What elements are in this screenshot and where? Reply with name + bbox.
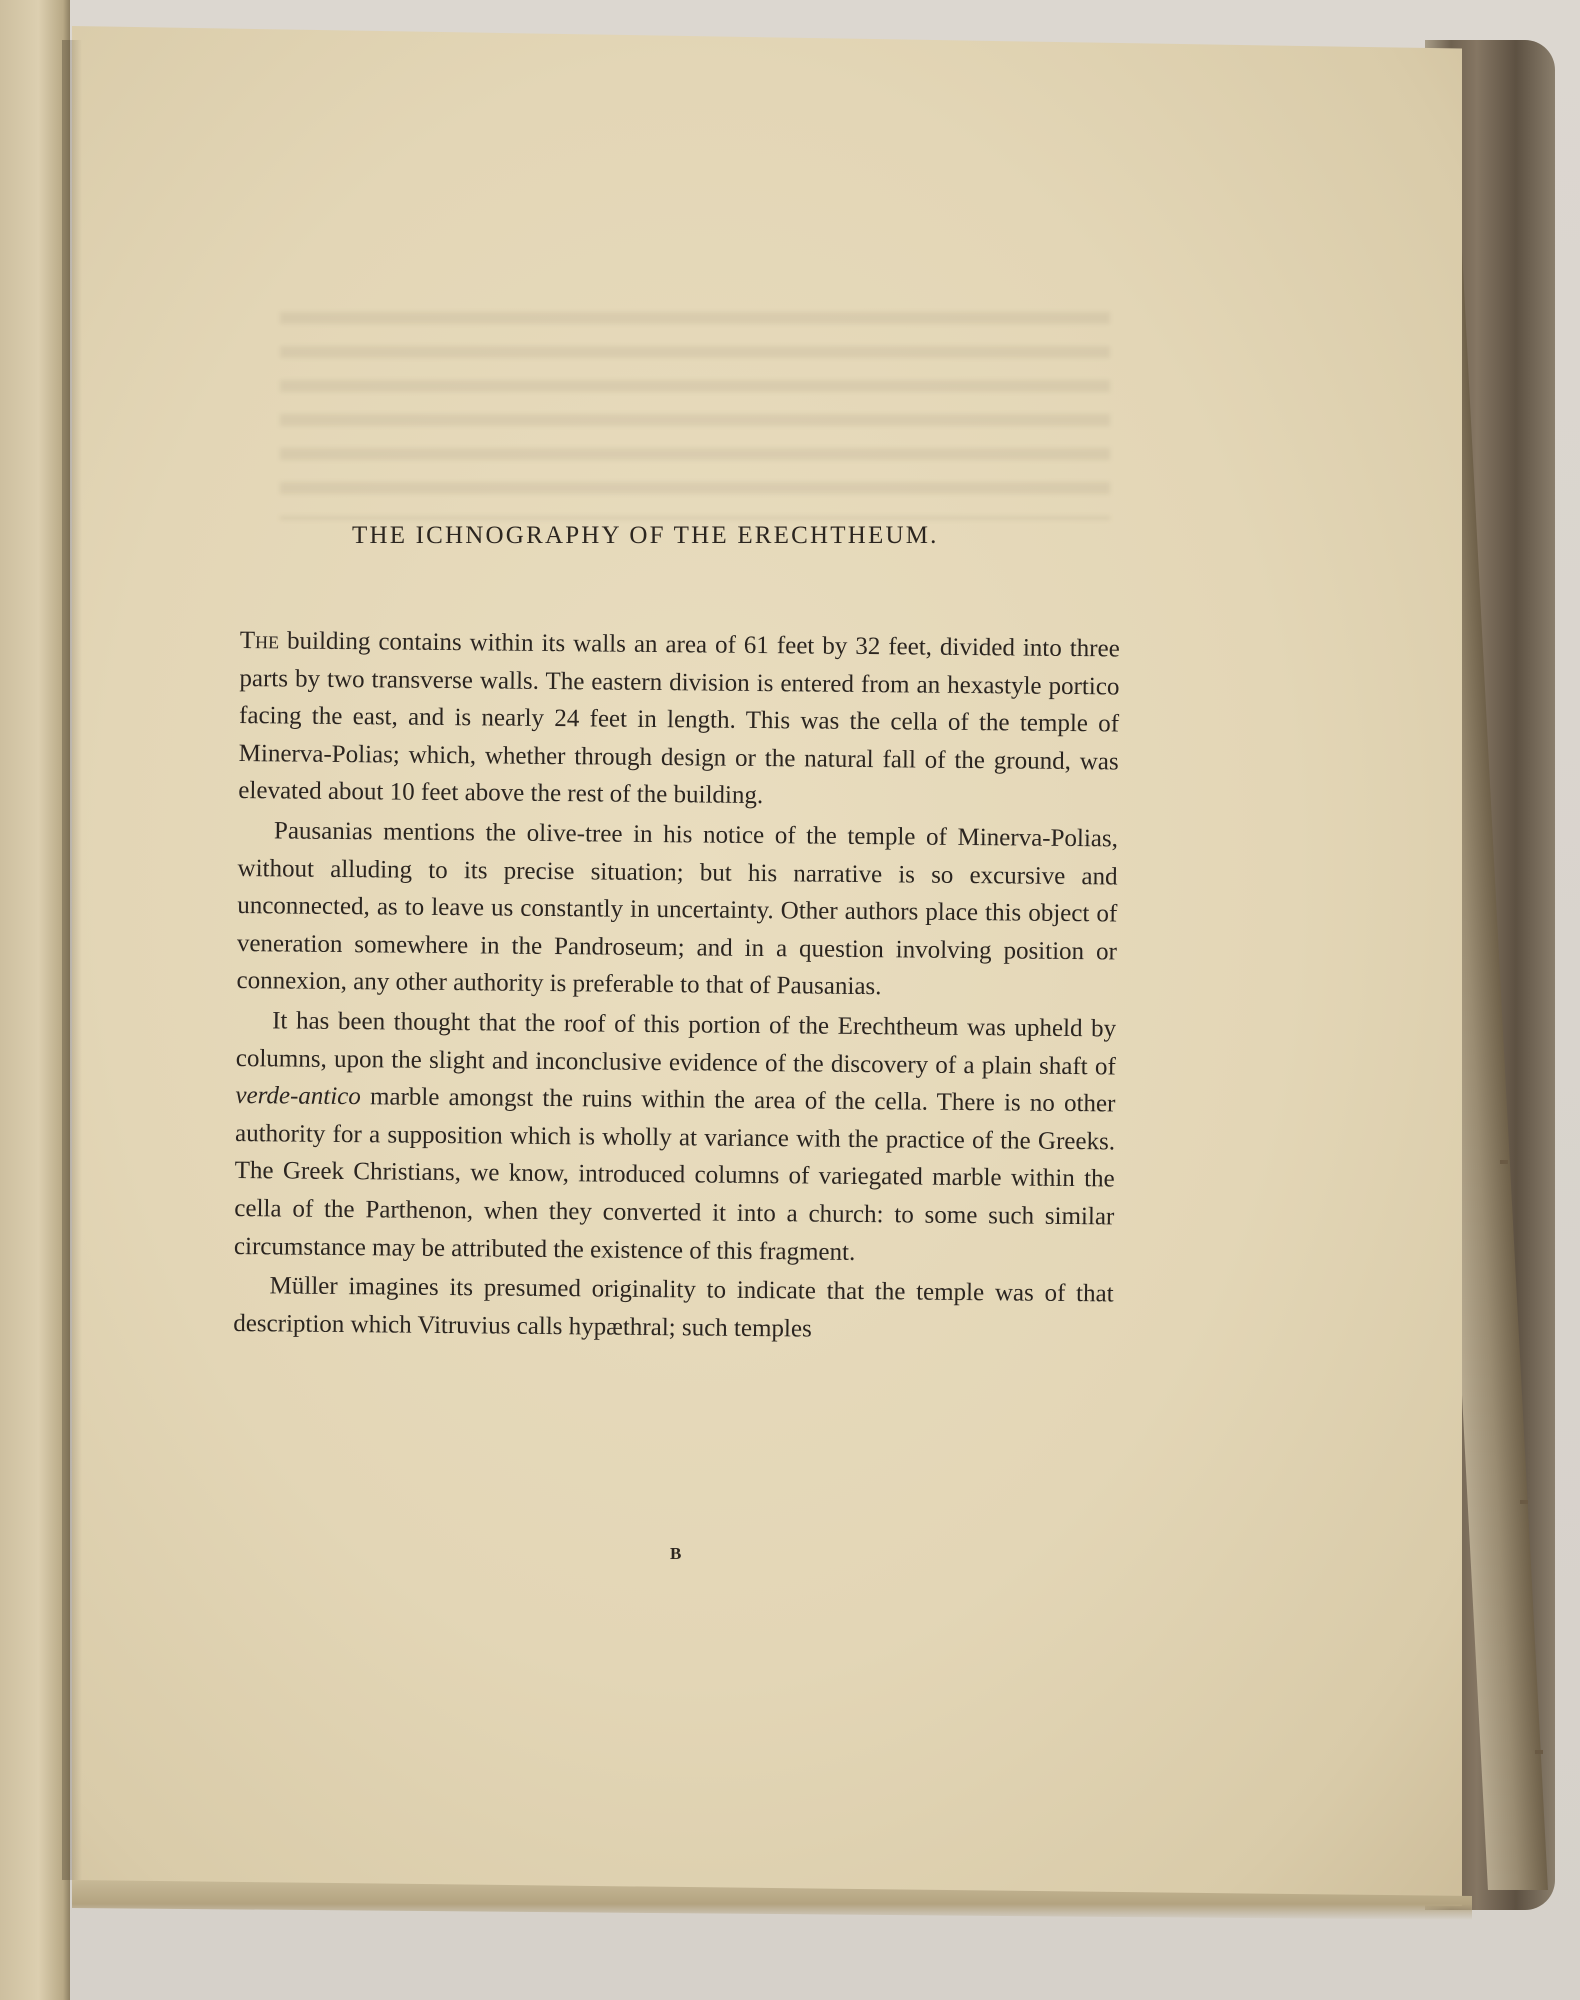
paragraph-1-text: building contains within its walls an area of 61 feet by 32 feet, divided into three parts by two transverse walls. The eastern division is entered from an hexastyle portico facing the east, and is nearly 24 feet in length. This was the cella of the temple of Minerva-Polias; which, whether through design or the natural fall of the ground, was elevated about 10 feet above the rest of the building. bbox=[238, 627, 1120, 810]
binding-fray bbox=[1535, 1750, 1543, 1754]
binding-fray bbox=[1500, 1160, 1508, 1164]
paragraph-2: Pausanias mentions the olive-tree in his notice of the temple of Minerva-Polias, without alluding to its precise situation; but his narrative is so excursive and unconnected, as to leave us constantly in uncertainty. Other authors place this object of veneration somewhere in the Pandroseum; and in a question involving position or connexion, any other authority is preferable to that of Pausanias. bbox=[236, 817, 1119, 1001]
paragraph-3-italic: verde-antico bbox=[235, 1082, 361, 1111]
facing-page-edge bbox=[0, 0, 70, 2000]
paragraph-1-lead: The bbox=[239, 626, 280, 655]
page-title: THE ICHNOGRAPHY OF THE ERECHTHEUM. bbox=[352, 522, 939, 549]
paragraph-3 bbox=[234, 1002, 1116, 1274]
paragraph-4: Müller imagines its presumed originality to indicate that the temple was of that description which Vitruvius calls hypæthral; such temples bbox=[233, 1272, 1114, 1343]
paragraph-1 bbox=[238, 622, 1120, 818]
signature-mark: B bbox=[670, 1544, 682, 1563]
body-text bbox=[233, 622, 1120, 1353]
binding-fray bbox=[1520, 1500, 1528, 1504]
show-through-text bbox=[280, 290, 1110, 520]
paragraph-3-before: It has been thought that the roof of this portion of the Erechtheum was upheld by columns, upon the slight and inconclusive evidence of the discovery of a plain shaft of bbox=[235, 1007, 1117, 1080]
gutter-shadow bbox=[62, 40, 82, 1880]
paragraph-3-after: marble amongst the ruins within the area of the cella. There is no other authority for a supposition which is wholly at variance with the practice of the Greeks. The Greek Christians, we know, introduced columns of variegated marble within the cella of the Parthenon, when they converted it into a church: to some such similar circumstance may be attributed the existence of this fragment. bbox=[233, 1083, 1116, 1266]
